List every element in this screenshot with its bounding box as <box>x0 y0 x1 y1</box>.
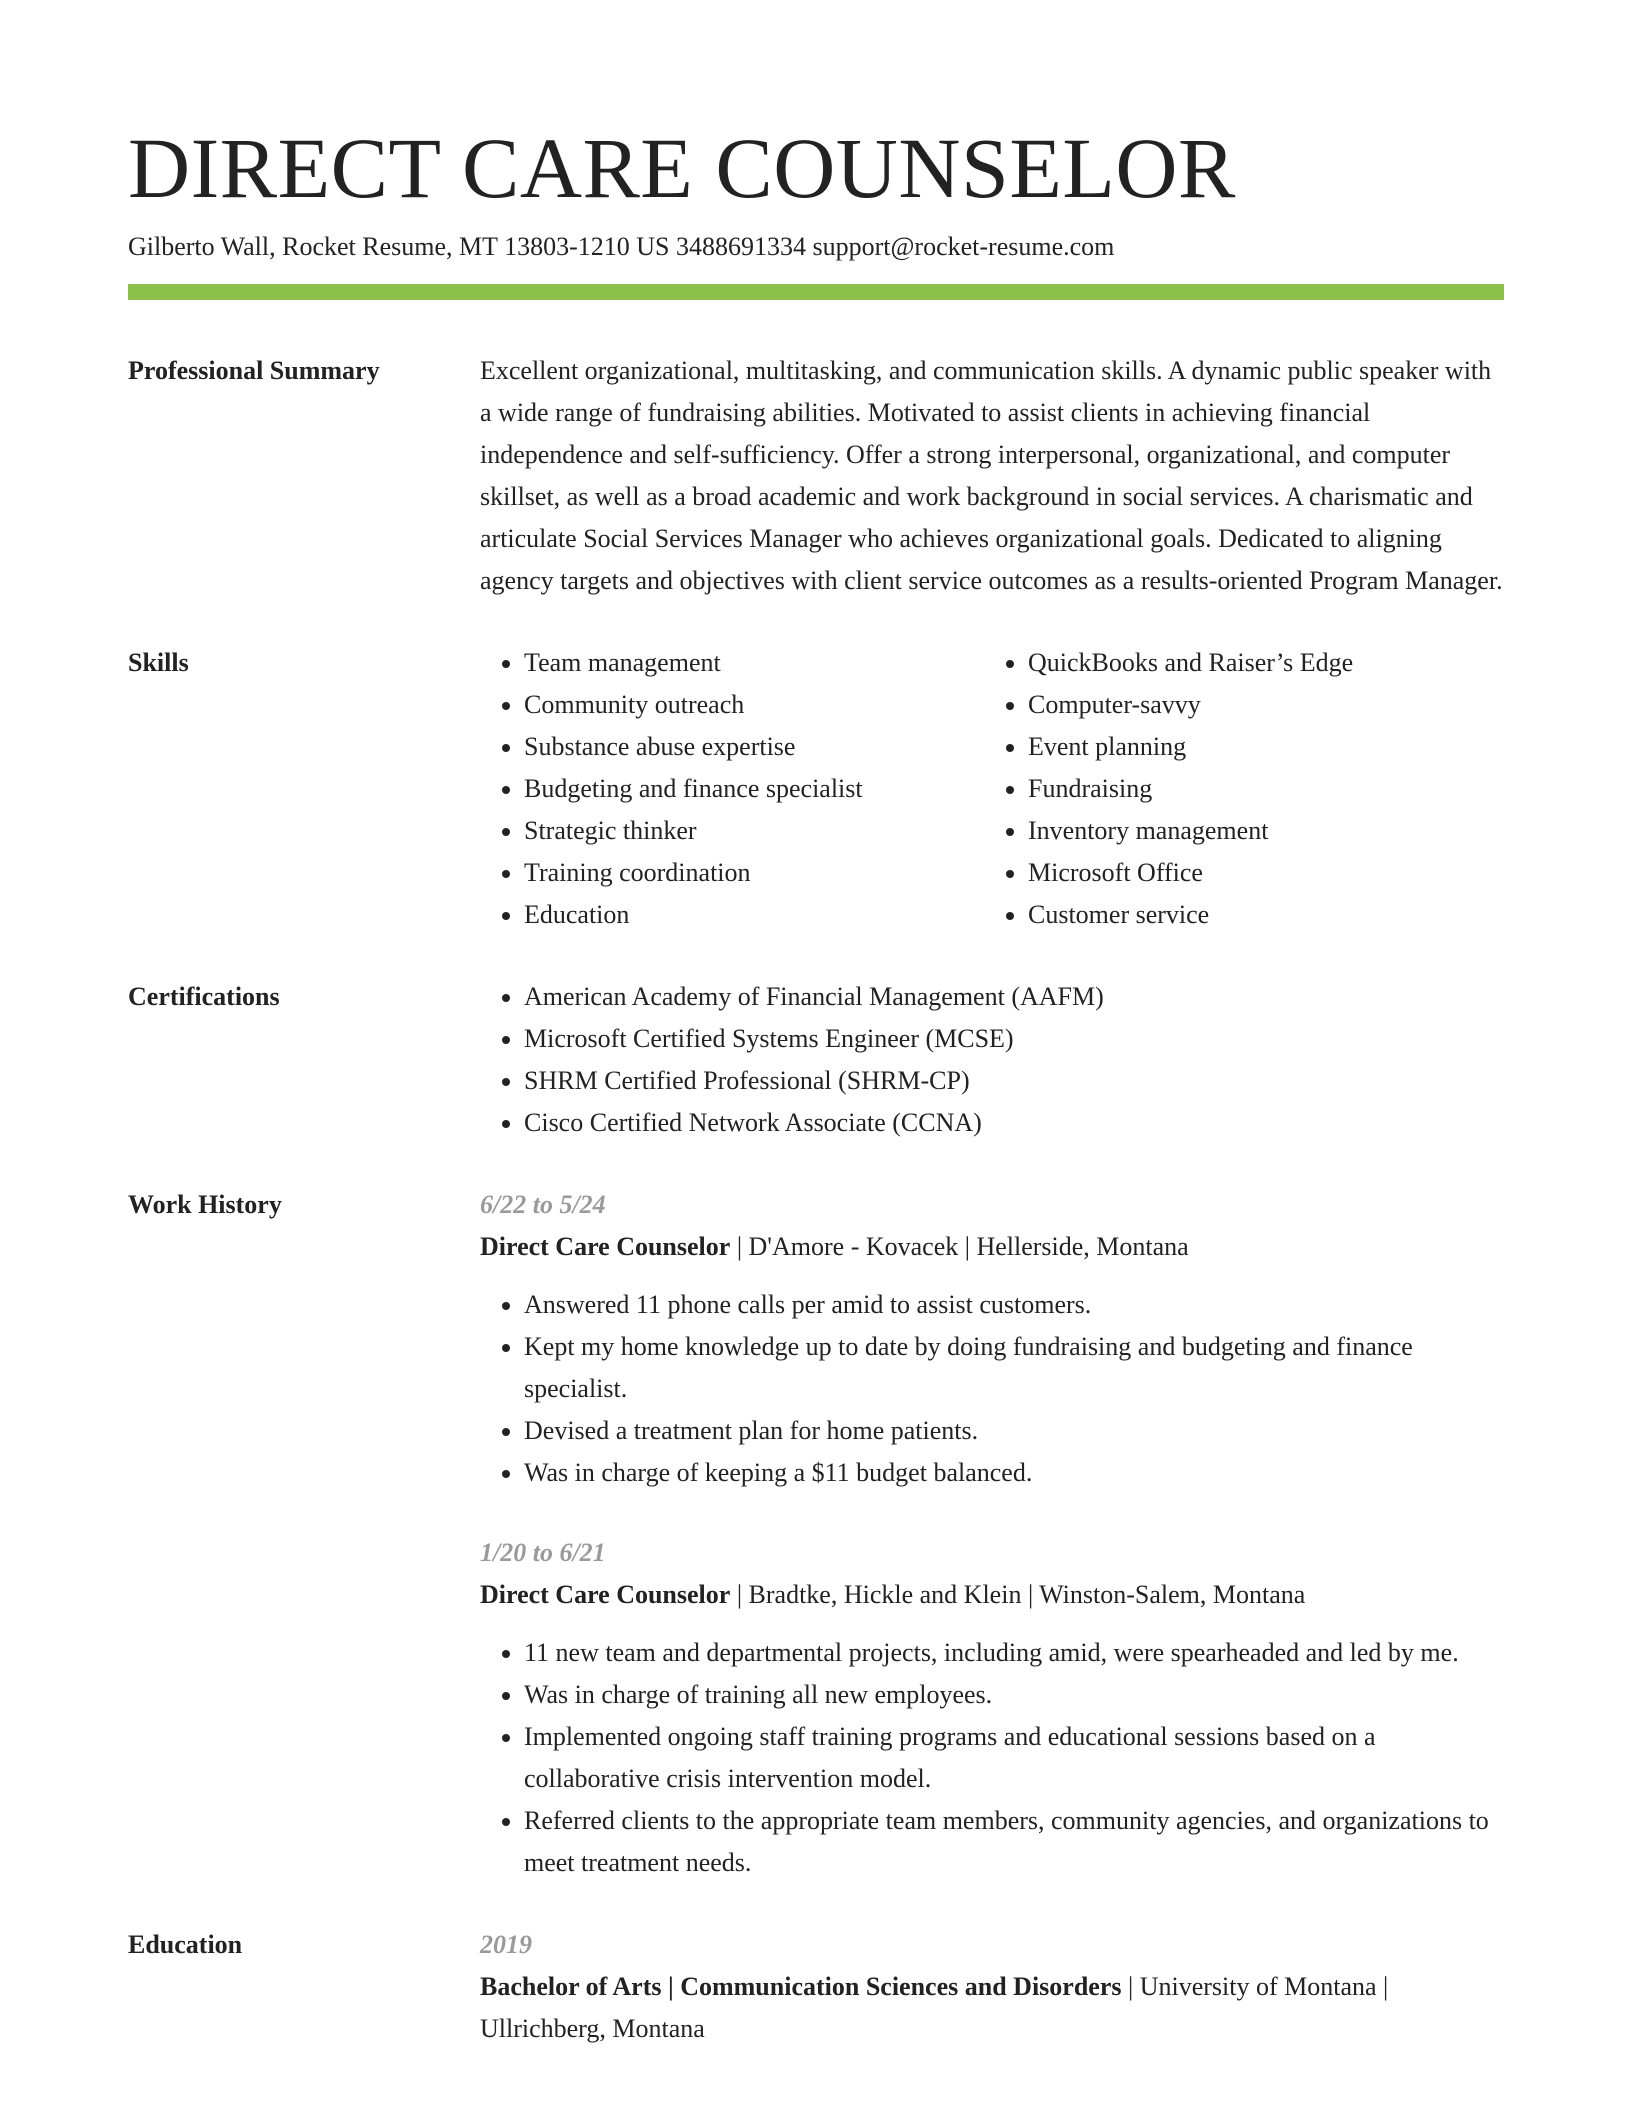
summary-text: Excellent organizational, multitasking, and communication skills. A dynamic public speaker with a wide range of fundraising abilities. Motivated to assist clients in achieving financial independence and self-sufficiency. Offer a strong interpersonal, organizational, and computer skillset, as well as a broad academic and work background in social services. A charismatic and articulate Social Services Manager who achieves organizational goals. Dedicated to aligning agency targets and objectives with client service outcomes as a results-oriented Program Manager. <box>480 356 1503 595</box>
skill-item: • Event planning <box>1028 726 1488 768</box>
resume-title: DIRECT CARE COUNSELOR <box>128 120 1236 216</box>
skill-item: • Substance abuse expertise <box>524 726 984 768</box>
work-history-heading: Work History <box>128 1190 282 1219</box>
contact-email: support@rocket-resume.com <box>812 232 1115 261</box>
job-entry <box>480 1532 1504 1884</box>
contact-name: Gilberto Wall, <box>128 232 276 261</box>
job-bullet: • Devised a treatment plan for home patients. <box>524 1410 1504 1452</box>
job-title: Direct Care Counselor <box>480 1232 731 1261</box>
job-bullet: • Was in charge of training all new employees. <box>524 1674 1504 1716</box>
skill-item: • Computer-savvy <box>1028 684 1488 726</box>
job-dates: 1/20 to 6/21 <box>480 1538 606 1567</box>
contact-address: Rocket Resume, MT 13803-1210 US <box>282 232 670 261</box>
job-employer: | D'Amore - Kovacek | Hellerside, Montana <box>730 1232 1189 1261</box>
contact-phone: 3488691334 <box>675 232 806 261</box>
summary-body <box>480 350 1504 602</box>
education-section <box>128 1924 1504 2050</box>
certification-item: • Cisco Certified Network Associate (CCNA) <box>524 1102 1504 1144</box>
skills-body <box>480 642 1504 936</box>
certifications-body <box>480 976 1504 1144</box>
skills-column-left <box>480 642 984 936</box>
job-bullet: • Referred clients to the appropriate team members, community agencies, and organizations to meet treatment needs. <box>524 1800 1504 1884</box>
job-title: Direct Care Counselor <box>480 1580 731 1609</box>
job-entry <box>480 1184 1504 1494</box>
education-header <box>480 1966 1504 2050</box>
summary-section <box>128 350 1504 602</box>
education-year: 2019 <box>480 1930 532 1959</box>
skills-section <box>128 642 1504 936</box>
resume-page <box>128 118 1504 2050</box>
job-header <box>480 1574 1504 1616</box>
education-degree: Bachelor of Arts | Communication Sciences and Disorders <box>480 1972 1122 2001</box>
certifications-heading: Certifications <box>128 982 280 1011</box>
job-bullet: • 11 new team and departmental projects, including amid, were spearheaded and led by me. <box>524 1632 1504 1674</box>
skill-item: • Inventory management <box>1028 810 1488 852</box>
skill-item: • Customer service <box>1028 894 1488 936</box>
accent-divider <box>128 284 1504 300</box>
skill-item: • Team management <box>524 642 984 684</box>
certification-item: • SHRM Certified Professional (SHRM-CP) <box>524 1060 1504 1102</box>
education-body <box>480 1924 1504 2050</box>
skill-item: • Microsoft Office <box>1028 852 1488 894</box>
job-bullet: • Was in charge of keeping a $11 budget balanced. <box>524 1452 1504 1494</box>
skill-item: • Strategic thinker <box>524 810 984 852</box>
work-history-body <box>480 1184 1504 1884</box>
certifications-section <box>128 976 1504 1144</box>
skill-item: • Training coordination <box>524 852 984 894</box>
skill-item: • Community outreach <box>524 684 984 726</box>
certification-item: • American Academy of Financial Management (AAFM) <box>524 976 1504 1018</box>
job-bullet: • Answered 11 phone calls per amid to assist customers. <box>524 1284 1504 1326</box>
work-history-section <box>128 1184 1504 1884</box>
skills-heading: Skills <box>128 648 189 677</box>
skill-item: • QuickBooks and Raiser’s Edge <box>1028 642 1488 684</box>
summary-heading: Professional Summary <box>128 356 380 385</box>
education-heading: Education <box>128 1930 243 1959</box>
skills-column-right <box>984 642 1488 936</box>
job-header <box>480 1226 1504 1268</box>
job-dates: 6/22 to 5/24 <box>480 1190 606 1219</box>
job-bullet: • Kept my home knowledge up to date by doing fundraising and budgeting and finance specialist. <box>524 1326 1504 1410</box>
job-bullet: • Implemented ongoing staff training programs and educational sessions based on a collaborative crisis intervention model. <box>524 1716 1504 1800</box>
education-school: | University of Montana | Ullrichberg, Montana <box>480 1972 1389 2043</box>
skill-item: • Education <box>524 894 984 936</box>
skill-item: • Fundraising <box>1028 768 1488 810</box>
job-employer: | Bradtke, Hickle and Klein | Winston-Salem, Montana <box>730 1580 1306 1609</box>
skill-item: • Budgeting and finance specialist <box>524 768 984 810</box>
certification-item: • Microsoft Certified Systems Engineer (MCSE) <box>524 1018 1504 1060</box>
contact-line <box>128 230 1504 264</box>
